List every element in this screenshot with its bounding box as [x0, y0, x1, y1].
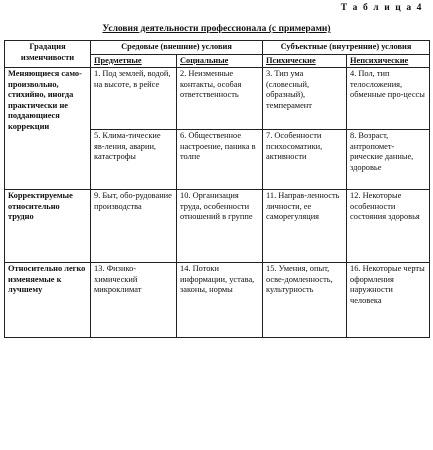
gradation-header: Градация изменчивости: [5, 41, 91, 68]
table-cell: 10. Организация труда, особенности отношений в группе: [177, 190, 263, 263]
table-cell: 12. Некоторые особенности состояния здоровья: [347, 190, 430, 263]
table-number-label: Т а б л и ц а 4: [340, 3, 423, 13]
subheader-mental: Психические: [263, 54, 347, 68]
table-cell: 2. Неизменные контакты, особая ответственность: [177, 68, 263, 130]
table-cell: 13. Физико-химический микроклимат: [91, 263, 177, 338]
gradation-cell: Относительно легко изменяемые к лучшему: [5, 263, 91, 338]
header-row: [5, 41, 430, 55]
table-title: Условия деятельности профессионала (с примерами): [102, 24, 331, 34]
table-row: [5, 190, 430, 263]
gradation-cell: Корректируемые относительно трудно: [5, 190, 91, 263]
table-row: [5, 263, 430, 338]
conditions-table: [4, 40, 430, 338]
table-cell: 7. Особенности психосоматики, активности: [263, 130, 347, 190]
subheader-social: Социальные: [177, 54, 263, 68]
subheader-objective: Предметные: [91, 54, 177, 68]
subheader-non-mental: Непсихические: [347, 54, 430, 68]
table-cell: 3. Тип ума (словесный, образный), темперамент: [263, 68, 347, 130]
table-cell: 4. Пол, тип телосложения, обменные про-цессы: [347, 68, 430, 130]
external-conditions-header: Средовые (внешние) условия: [91, 41, 263, 55]
table-cell: 14. Потоки информации, устава, законы, нормы: [177, 263, 263, 338]
table-cell: 9. Быт, обо-рудование производства: [91, 190, 177, 263]
table-cell: 11. Направ-ленность личности, ее саморегуляция: [263, 190, 347, 263]
table-cell: 6. Общественное настроение, паника в толпе: [177, 130, 263, 190]
table-cell: 16. Некоторые черты оформления наружности человека: [347, 263, 430, 338]
table-cell: 15. Умения, опыт, осве-домленность, культурность: [263, 263, 347, 338]
table-cell: 1. Под землей, водой, на высоте, в рейсе: [91, 68, 177, 130]
table-cell: 5. Клима-тические яв-ления, аварии, катастрофы: [91, 130, 177, 190]
gradation-cell: Меняющиеся само-произвольно, стихийно, иногда практически не поддающиеся коррекции: [5, 68, 91, 190]
table-cell: 8. Возраст, антропомет-рические данные, здоровье: [347, 130, 430, 190]
table-row: [5, 68, 430, 130]
internal-conditions-header: Субъектные (внутренние) условия: [263, 41, 430, 55]
